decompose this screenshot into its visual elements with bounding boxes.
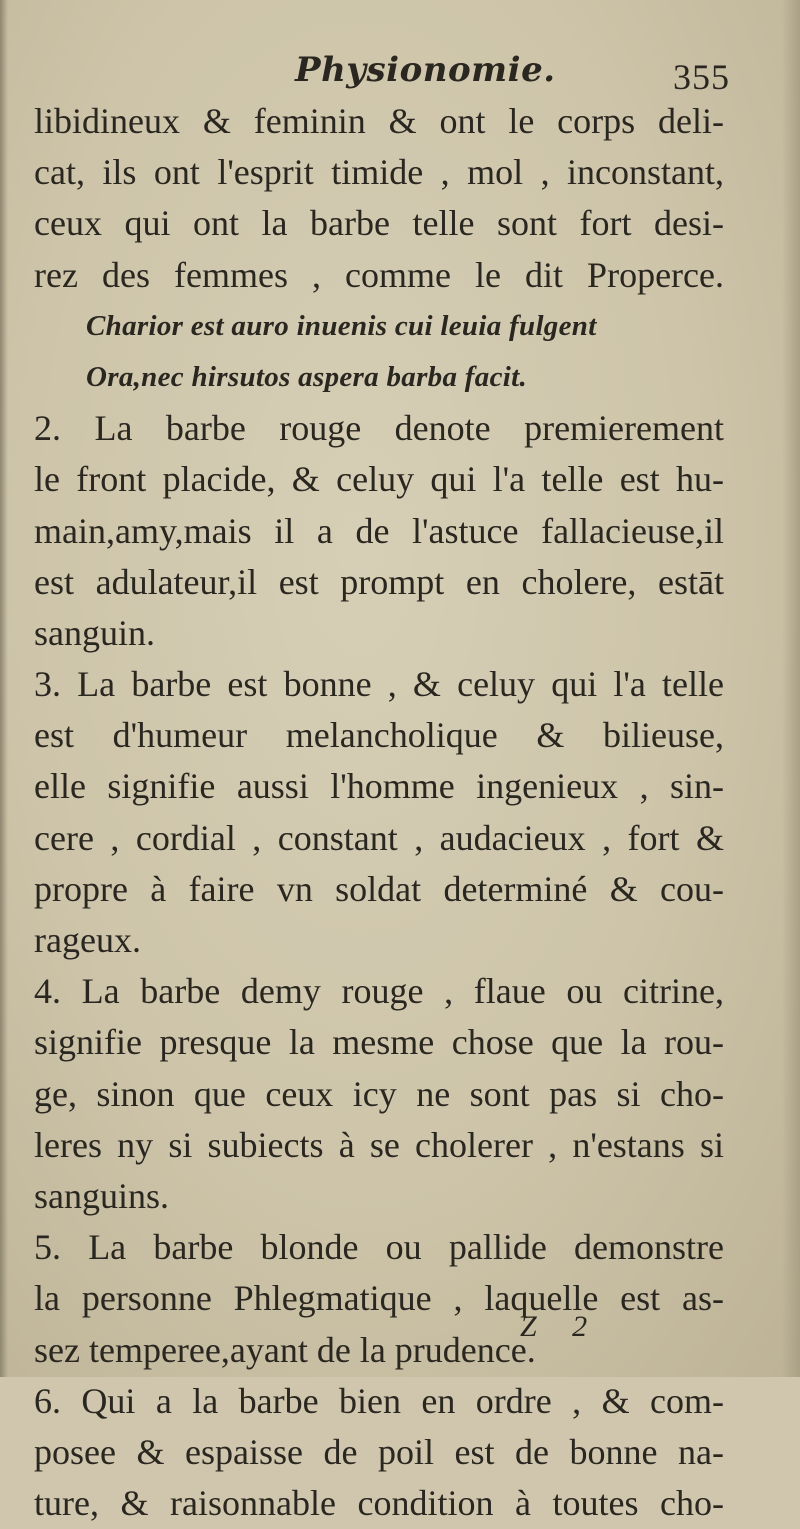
page-edge-shadow-left [0,0,8,1377]
text-line: elle signifie aussi l'homme ingenieux , sin- [34,766,724,807]
text-line: leres ny si subiects à se cholerer , n'estans si [34,1124,724,1165]
text-line: sanguin. [34,612,155,653]
text-line: cere , cordial , constant , audacieux , fort & [34,817,724,858]
text-line: ceux qui ont la barbe telle sont fort desi- [34,203,724,244]
latin-verse-line: Ora,nec hirsutos aspera barba facit. [86,360,527,393]
page-number: 355 [673,57,730,97]
text-line: rez des femmes , comme le dit Properce. [34,254,724,295]
text-line: est adulateur,il est prompt en cholere, estāt [34,561,724,602]
text-line: signifie presque la mesme chose que la rou- [34,1022,724,1063]
text-line: libidineux & feminin & ont le corps deli- [34,101,724,141]
text-line: 3. La barbe est bonne , & celuy qui l'a telle [34,664,724,705]
text-line: est d'humeur melancholique & bilieuse, [34,715,724,756]
text-line: 5. La barbe blonde ou pallide demonstre [34,1227,724,1268]
text-line: 4. La barbe demy rouge , flaue ou citrine, [34,971,724,1012]
text-line: propre à faire vn soldat determiné & cou- [34,868,724,909]
text-line: rageux. [34,920,141,960]
page-footer [520,1310,640,1350]
text-line: sanguins. [34,1175,169,1216]
text-line: la personne Phlegmatique , laquelle est as- [34,1278,724,1319]
running-title: Physionomie. [295,50,556,90]
text-line: main,amy,mais il a de l'astuce fallacieuse,il [34,510,724,551]
text-line: 2. La barbe rouge denote premierement [34,408,724,449]
signature-mark: Z 2 [520,1310,602,1343]
text-line: cat, ils ont l'esprit timide , mol , inconstant, [34,152,724,193]
page-edge-shadow-right [782,0,800,1377]
text-line: le front placide, & celuy qui l'a telle est hu- [34,459,724,500]
text-line: ture, & raisonnable condition à toutes cho- [34,1483,724,1524]
text-line: ge, sinon que ceux icy ne sont pas si cho- [34,1073,724,1114]
latin-verse-line: Charior est auro inuenis cui leuia fulgent [86,309,597,342]
text-line: sez temperee,ayant de la prudence. [34,1329,536,1370]
text-line: posee & espaisse de poil est de bonne na- [34,1431,724,1472]
text-line: 6. Qui a la barbe bien en ordre , & com- [34,1380,724,1421]
page-header [40,46,760,102]
